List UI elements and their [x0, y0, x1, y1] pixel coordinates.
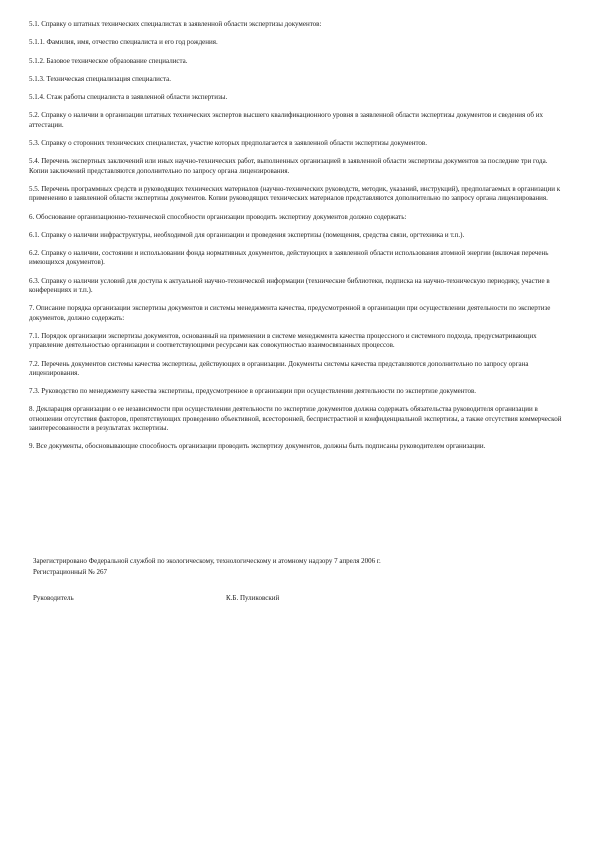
signature-role: Руководитель: [33, 594, 74, 602]
paragraph-5-1-4: 5.1.4. Стаж работы специалиста в заявленной области экспертизы.: [29, 93, 228, 102]
paragraph-5-4: 5.4. Перечень экспертных заключений или иных научно-технических работ, выполненных организацией в заявленной области экспертизы документов за последние три года. Копии заключений представляются дополнительно по запросу органа лицензирования.: [29, 157, 548, 175]
paragraph-6-1: 6.1. Справку о наличии инфраструктуры, необходимой для организации и проведения экспертизы (помещения, средства связи, оргтехника и т.п.).: [29, 230, 465, 239]
signature-name: К.Б. Пуликовский: [226, 594, 280, 602]
paragraph-6: 6. Обоснование организационно-технической способности организации проводить экспертизу документов должно содержать:: [29, 212, 407, 221]
paragraph-5-2: 5.2. Справку о наличии в организации штатных технических экспертов высшего квалификационного уровня в заявленной области экспертизы документов и сведения об их аттестации.: [29, 111, 543, 129]
registration-number: Регистрационный № 267: [33, 567, 107, 576]
document-body: [29, 20, 562, 461]
paragraph-5-1-3: 5.1.3. Техническая специализация специалиста.: [29, 74, 171, 83]
paragraph-5-1-2: 5.1.2. Базовое техническое образование специалиста.: [29, 56, 188, 65]
paragraph-7-3: 7.3. Руководство по менеджменту качества экспертизы, предусмотренное в организации при осуществлении деятельности по экспертизе документов.: [29, 387, 477, 396]
registration-note: [33, 557, 553, 578]
registration-line: Зарегистрировано Федеральной службой по экологическому, технологическому и атомному надзору 7 апреля 2006 г.: [33, 557, 381, 565]
paragraph-9: 9. Все документы, обосновывающие способность организации проводить экспертизу документов, должны быть подписаны руководителем организации.: [29, 442, 486, 451]
paragraph-7-2: 7.2. Перечень документов системы качества экспертизы, действующих в организации. Документы системы качества представляются дополнительно по запросу органа лицензирования.: [29, 359, 529, 377]
paragraph-5-5: 5.5. Перечень программных средств и руководящих технических материалов (научно-технических руководств, методик, указаний, инструкций), предполагаемых в организации к применению в заявленной области экспертизы документов. Копии руководящих технических материалов представляются дополнительно по запросу органа лицензирования.: [29, 184, 561, 203]
paragraph-7-1: 7.1. Порядок организации экспертизы документов, основанный на применении в системе менеджмента качества процессного и системного подхода, предусматривающих управление деятельностью организации и соответствующими ресурсами как совокупностью взаимосвязанных процессов.: [29, 331, 537, 350]
paragraph-6-3: 6.3. Справку о наличии условий для доступа к актуальной научно-технической информации (технические библиотеки, подписка на научно-техническую периодику, участие в конференциях и т.п.).: [29, 276, 550, 295]
paragraph-5-3: 5.3. Справку о сторонних технических специалистах, участие которых предполагается в заявленной области экспертизы документов.: [29, 139, 427, 148]
paragraph-8: 8. Декларация организации о ее независимости при осуществлении деятельности по экспертизе документов должна содержать обязательства руководителя организации в отношении отсутствия факторов, препятствующих проведению объективной, всесторонней, беспристрастной и конфиденциальной экспертизы, а также отсутствия коммерческой заинтересованности в результатах экспертизы.: [29, 405, 562, 433]
paragraph-5-1-1: 5.1.1. Фамилия, имя, отчество специалиста и его год рождения.: [29, 38, 218, 47]
paragraph-7: 7. Описание порядка организации экспертизы документов и системы менеджмента качества, предусмотренной в организации при осуществлении деятельности по экспертизе документов, должно содержать:: [29, 304, 551, 322]
paragraph-6-2: 6.2. Справку о наличии, состоянии и использовании фонда нормативных документов, действующих в заявленной области использования атомной энергии (включая перечень имеющихся документов).: [29, 249, 549, 267]
paragraph-5-1: 5.1. Справку о штатных технических специалистах в заявленной области экспертизы документов:: [29, 20, 322, 28]
